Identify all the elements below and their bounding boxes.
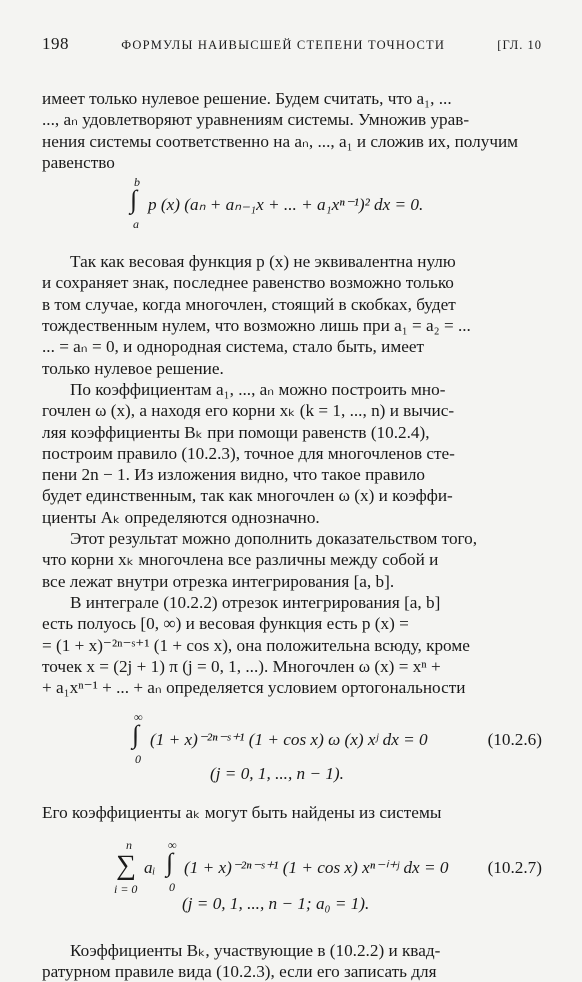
paragraph-7: Коэффициенты Bₖ, участвующие в (10.2.2) и квад- ратурном правиле вида (10.2.3), если его записать для — [42, 940, 441, 982]
paragraph-1: имеет только нулевое решение. Будем считать, что a₁, ... ..., aₙ удовлетворяют уравнениям системы. Умножив урав- нения системы соответственно на aₙ, ..., a₁ и сложив их, получим равенство — [42, 89, 519, 172]
integral-body: p (x) (aₙ + aₙ₋₁x + ... + a₁xⁿ⁻¹)² dx = 0. — [148, 195, 424, 215]
sum-lower-limit: i = 0 — [114, 881, 138, 896]
page-number: 198 — [42, 34, 69, 53]
running-header — [42, 34, 542, 54]
paragraph-2: Так как весовая функция p (x) не эквивалентна нулю и сохраняет знак, последнее равенство возможно только в том случае, когда многочлен, стоящий в скобках, будет тождественным нулем, что возможно лишь при a₁ = a₂ = ... ... = aₙ = 0, и однородная система, стало быть, имеет только нулевое решение. — [42, 252, 471, 378]
chapter-label: [ГЛ. 10 — [497, 38, 542, 52]
integral-lower-limit: 0 — [169, 879, 175, 894]
equation-number: (10.2.7) — [487, 857, 542, 877]
integral-upper-limit: ∞ — [168, 837, 177, 852]
formula-10-2-6 — [42, 710, 542, 794]
integral-sign: ∫ — [166, 847, 174, 877]
integral-upper-limit: ∞ — [134, 710, 143, 725]
integral-lower-limit: 0 — [135, 752, 141, 767]
paragraph-4: Этот результат можно дополнить доказательством того, что корни xₖ многочлена все различны между собой и все лежат внутри отрезка интегрирования [a, b]. — [42, 529, 478, 591]
integral-body: (1 + x)⁻²ⁿ⁻ˢ⁺¹ (1 + cos x) ω (x) xʲ dx = 0 — [150, 730, 428, 750]
formula-integral-1 — [42, 177, 542, 233]
integral-upper-limit: b — [134, 175, 140, 190]
integral-sign: ∫ — [130, 185, 138, 215]
formula-10-2-7 — [42, 838, 542, 934]
paragraph-3: По коэффициентам a₁, ..., aₙ можно построить мно- гочлен ω (x), а находя его корни xₖ (k = 1, ..., n) и вычис- ляя коэффициенты Bₖ при помощи равенств (10.2.4), построим правило (10.2.3), точное для многочленов сте- пени 2n − 1. Из изложения видно, что такое правило будет единственным, так как многочлен ω (x) и коэффи- циенты Aₖ определяются однозначно. — [42, 379, 455, 527]
integral-body: (1 + x)⁻²ⁿ⁻ˢ⁺¹ (1 + cos x) xⁿ⁻ⁱ⁺ʲ dx = 0 — [184, 857, 449, 877]
equation-condition: (j = 0, 1, ..., n − 1; a₀ = 1). — [182, 893, 370, 913]
book-page — [42, 34, 542, 982]
sum-upper-limit: n — [126, 837, 132, 852]
paragraph-5: В интеграле (10.2.2) отрезок интегрирования [a, b] есть полуось [0, ∞) и весовая функция есть p (x) = = (1 + x)⁻²ⁿ⁻ˢ⁺¹ (1 + cos x), она положительна всюду, кроме точек x = (2j + 1) π (j = 0, 1, ...). Многочлен ω (x) = xⁿ + + a₁xⁿ⁻¹ + ... + aₙ определяется условием ортогональности — [42, 592, 470, 698]
equation-condition: (j = 0, 1, ..., n − 1). — [210, 764, 344, 784]
sum-term: aᵢ — [144, 857, 156, 877]
equation-number: (10.2.6) — [487, 730, 542, 750]
integral-sign: ∫ — [132, 720, 140, 750]
integral-lower-limit: a — [133, 217, 139, 232]
paragraph-6: Его коэффициенты aₖ могут быть найдены из системы — [42, 803, 442, 823]
sum-sign: ∑ — [116, 849, 136, 881]
running-title: ФОРМУЛЫ НАИВЫСШЕЙ СТЕПЕНИ ТОЧНОСТИ — [121, 38, 446, 52]
